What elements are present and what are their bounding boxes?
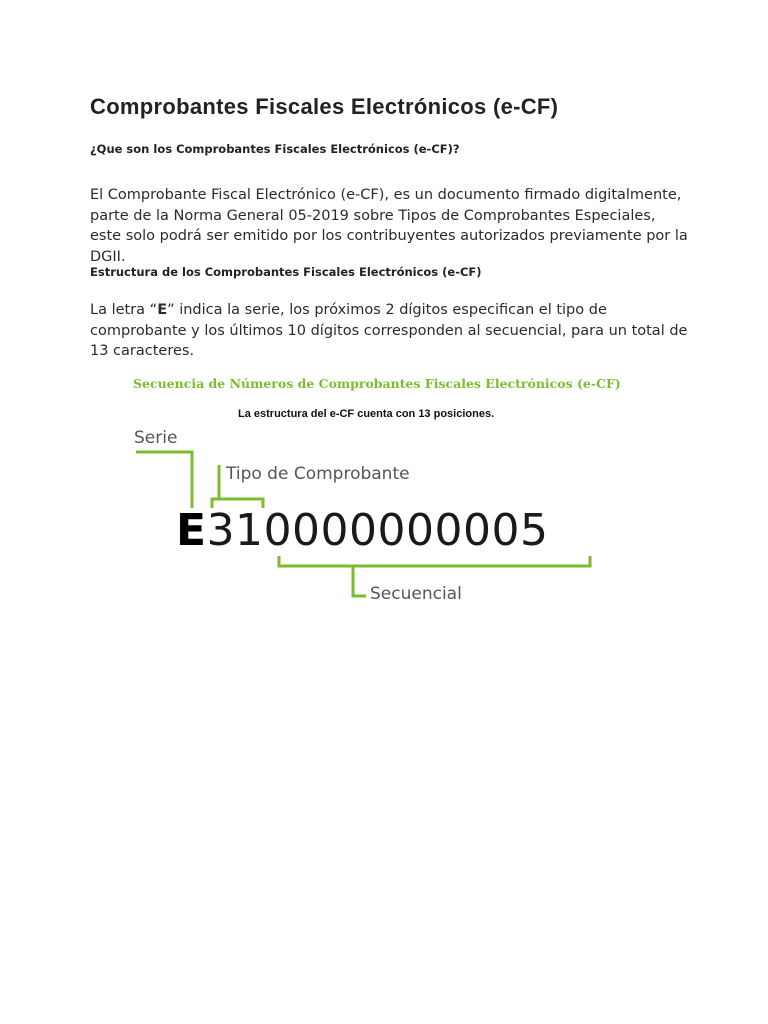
section-body-structure: [90, 300, 690, 362]
figure-title: Secuencia de Números de Comprobantes Fiscales Electrónicos (e-CF): [133, 376, 621, 391]
ecf-structure-figure: [118, 368, 638, 618]
figure-subtitle: La estructura del e-CF cuenta con 13 posiciones.: [238, 408, 495, 420]
section-heading-what-is: ¿Que son los Comprobantes Fiscales Electrónicos (e-CF)?: [90, 142, 460, 156]
structure-text-letter: E: [157, 302, 168, 318]
code-tipo: 31: [206, 505, 264, 556]
ecf-code: [176, 503, 549, 559]
bracket-lines: [118, 368, 638, 618]
label-tipo-comprobante: Tipo de Comprobante: [226, 464, 410, 484]
section-heading-structure: Estructura de los Comprobantes Fiscales Electrónicos (e-CF): [90, 265, 482, 279]
label-secuencial: Secuencial: [370, 584, 462, 604]
label-serie: Serie: [134, 428, 178, 448]
section-body-what-is: El Comprobante Fiscal Electrónico (e-CF), es un documento firmado digitalmente, parte de la Norma General 05-2019 sobre Tipos de Comprobantes Especiales, este solo podrá ser emitido por los contribuyentes autorizados previamente por la DGII.: [90, 187, 688, 265]
serie-connector-line: [136, 452, 192, 508]
secuencial-connector-line: [353, 566, 366, 596]
page-title: Comprobantes Fiscales Electrónicos (e-CF): [90, 94, 559, 119]
code-secuencial: 0000000005: [263, 505, 549, 556]
code-serie: E: [176, 505, 207, 556]
structure-text-prefix: La letra “: [90, 302, 158, 318]
structure-text-suffix: ” indica la serie, los próximos 2 dígitos especifican el tipo de comprobante y los últimos 10 dígitos corresponden al secuencial, para un total de 13 caracteres.: [90, 302, 688, 359]
